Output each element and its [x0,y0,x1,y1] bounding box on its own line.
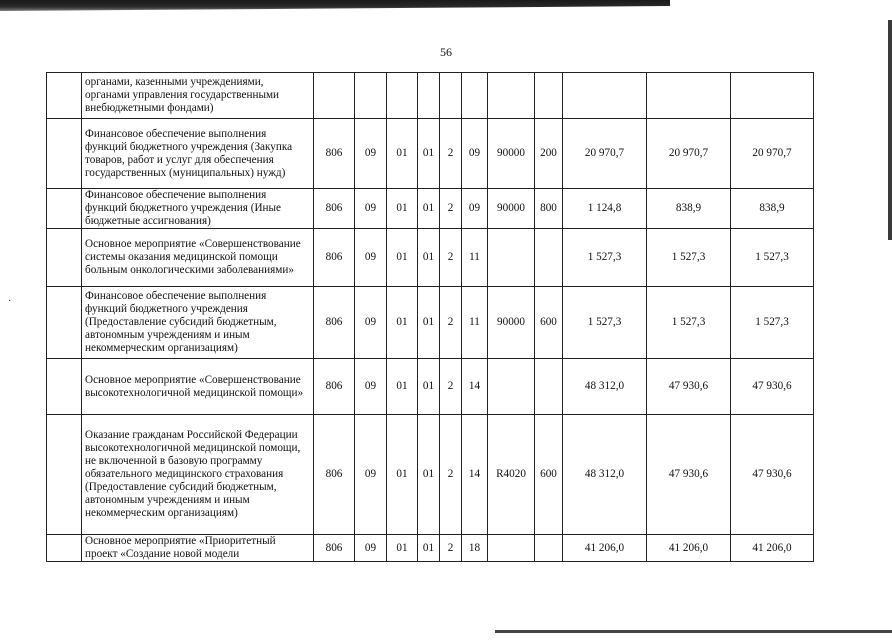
table-row [47,119,814,189]
event-code-cell: 18 [462,535,488,562]
sum-year2-cell: 47 930,6 [647,415,731,535]
subsection-code-cell: 01 [387,415,418,535]
blank-left-cell [47,535,82,562]
row-name-cell: Финансовое обеспечение выполнения функций бюджетного учреждения (Закупка товаров, работ и услуг для обеспечения государственных (муниципальных) нужд) [82,119,314,189]
sum-year1-cell: 1 124,8 [563,189,647,229]
table-row [47,229,814,287]
section-code-cell: 09 [355,535,387,562]
ministry-code-cell: 806 [314,415,355,535]
direction-code-cell [488,73,535,119]
expense-type-cell: 200 [535,119,563,189]
section-code-cell: 09 [355,229,387,287]
expense-type-cell [535,73,563,119]
scan-speck: · [8,296,12,307]
section-code-cell: 09 [355,119,387,189]
direction-code-cell [488,229,535,287]
event-code-cell: 09 [462,119,488,189]
table-row [47,535,814,562]
subsection-code-cell: 01 [387,359,418,415]
event-code-cell: 14 [462,359,488,415]
blank-left-cell [47,415,82,535]
subsection-code-cell: 01 [387,535,418,562]
section-code-cell: 09 [355,287,387,359]
expense-type-cell [535,535,563,562]
program-code-cell: 01 [418,359,440,415]
table-body [47,73,814,562]
sum-year3-cell: 47 930,6 [731,415,814,535]
expense-type-cell: 800 [535,189,563,229]
subprogram-code-cell: 2 [440,359,462,415]
table-row [47,415,814,535]
sum-year2-cell: 838,9 [647,189,731,229]
row-name-cell: Основное мероприятие «Совершенствование системы оказания медицинской помощи больным онкологическими заболеваниями» [82,229,314,287]
program-code-cell: 01 [418,287,440,359]
sum-year1-cell: 1 527,3 [563,229,647,287]
subprogram-code-cell [440,73,462,119]
program-code-cell: 01 [418,229,440,287]
row-name-cell: Основное мероприятие «Приоритетный проект «Создание новой модели [82,535,314,562]
section-code-cell: 09 [355,189,387,229]
page-number: 56 [440,45,452,59]
program-code-cell: 01 [418,189,440,229]
sum-year2-cell: 20 970,7 [647,119,731,189]
sum-year2-cell: 41 206,0 [647,535,731,562]
subsection-code-cell: 01 [387,287,418,359]
ministry-code-cell: 806 [314,359,355,415]
budget-table [46,72,814,562]
row-name-cell: Оказание гражданам Российской Федерации высокотехнологичной медицинской помощи, не включенной в базовую программу обязательного медицинского страхования (Предоставление субсидий бюджетным, автономным учреждениям и иным некоммерческим организациям) [82,415,314,535]
sum-year3-cell: 1 527,3 [731,287,814,359]
event-code-cell: 11 [462,287,488,359]
direction-code-cell: R4020 [488,415,535,535]
section-code-cell: 09 [355,359,387,415]
row-name-cell: Финансовое обеспечение выполнения функций бюджетного учреждения (Предоставление субсидий бюджетным, автономным учреждениям и иным некоммерческим организациям) [82,287,314,359]
sum-year2-cell: 47 930,6 [647,359,731,415]
sum-year1-cell: 41 206,0 [563,535,647,562]
subprogram-code-cell: 2 [440,535,462,562]
sum-year1-cell: 48 312,0 [563,359,647,415]
subsection-code-cell: 01 [387,229,418,287]
subprogram-code-cell: 2 [440,189,462,229]
blank-left-cell [47,287,82,359]
sum-year3-cell: 1 527,3 [731,229,814,287]
ministry-code-cell: 806 [314,535,355,562]
blank-left-cell [47,189,82,229]
event-code-cell: 11 [462,229,488,287]
direction-code-cell: 90000 [488,287,535,359]
direction-code-cell: 90000 [488,119,535,189]
expense-type-cell [535,359,563,415]
blank-left-cell [47,119,82,189]
ministry-code-cell: 806 [314,229,355,287]
sum-year1-cell [563,73,647,119]
event-code-cell [462,73,488,119]
sum-year3-cell: 41 206,0 [731,535,814,562]
sum-year3-cell: 47 930,6 [731,359,814,415]
row-name-cell: Финансовое обеспечение выполнения функций бюджетного учреждения (Иные бюджетные ассигнования) [82,189,314,229]
subsection-code-cell: 01 [387,189,418,229]
sum-year3-cell: 20 970,7 [731,119,814,189]
ministry-code-cell: 806 [314,287,355,359]
program-code-cell: 01 [418,415,440,535]
direction-code-cell [488,535,535,562]
subprogram-code-cell: 2 [440,287,462,359]
table-row [47,287,814,359]
subprogram-code-cell: 2 [440,415,462,535]
expense-type-cell: 600 [535,287,563,359]
table-row [47,189,814,229]
subsection-code-cell: 01 [387,119,418,189]
blank-left-cell [47,229,82,287]
row-name-cell: органами, казенными учреждениями, органами управления государственными внебюджетными фондами) [82,73,314,119]
scan-border-top [0,0,670,11]
blank-left-cell [47,73,82,119]
subsection-code-cell [387,73,418,119]
sum-year3-cell: 838,9 [731,189,814,229]
direction-code-cell [488,359,535,415]
sum-year1-cell: 20 970,7 [563,119,647,189]
blank-left-cell [47,359,82,415]
sum-year2-cell [647,73,731,119]
sum-year1-cell: 1 527,3 [563,287,647,359]
event-code-cell: 14 [462,415,488,535]
ministry-code-cell: 806 [314,189,355,229]
subprogram-code-cell: 2 [440,229,462,287]
program-code-cell: 01 [418,119,440,189]
table-row [47,359,814,415]
sum-year2-cell: 1 527,3 [647,287,731,359]
expense-type-cell [535,229,563,287]
program-code-cell: 01 [418,535,440,562]
scan-border-bottom [495,630,892,633]
table-row [47,73,814,119]
expense-type-cell: 600 [535,415,563,535]
row-name-cell: Основное мероприятие «Совершенствование высокотехнологичной медицинской помощи» [82,359,314,415]
direction-code-cell: 90000 [488,189,535,229]
sum-year3-cell [731,73,814,119]
program-code-cell [418,73,440,119]
ministry-code-cell: 806 [314,119,355,189]
section-code-cell [355,73,387,119]
ministry-code-cell [314,73,355,119]
sum-year2-cell: 1 527,3 [647,229,731,287]
sum-year1-cell: 48 312,0 [563,415,647,535]
section-code-cell: 09 [355,415,387,535]
subprogram-code-cell: 2 [440,119,462,189]
event-code-cell: 09 [462,189,488,229]
